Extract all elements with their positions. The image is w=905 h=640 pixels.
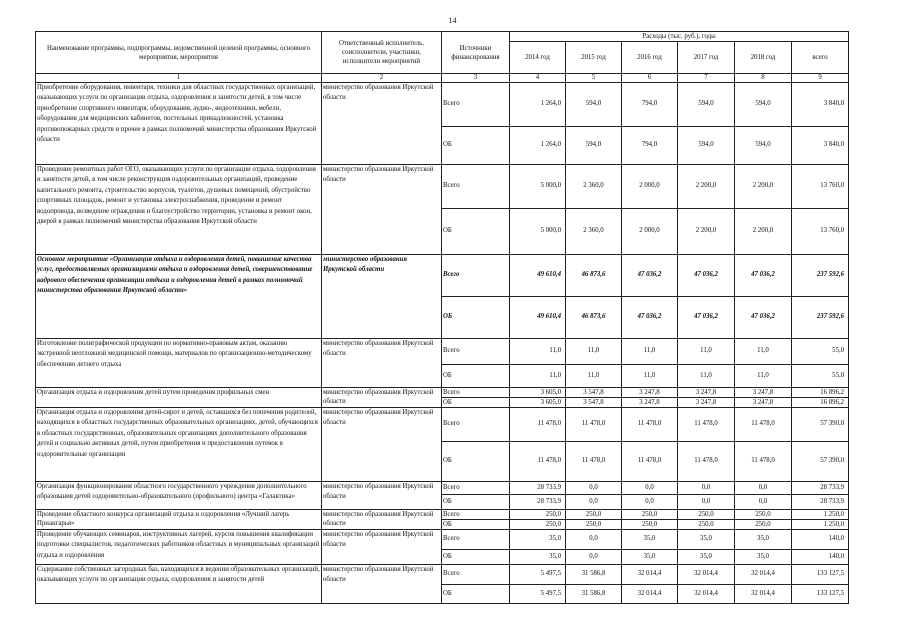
expense-value: 47 036,2 — [678, 297, 735, 339]
responsible-executor: министерство образования Иркутской области — [322, 388, 442, 408]
expense-value: 594,0 — [678, 83, 735, 127]
expense-value: 594,0 — [735, 83, 792, 127]
expense-value: 11,0 — [678, 365, 735, 388]
expense-value: 28 733,9 — [792, 495, 849, 510]
expense-value: 3 840,0 — [792, 127, 849, 165]
expense-value: 0,0 — [566, 550, 622, 565]
expense-value: 0,0 — [735, 482, 792, 495]
funding-source: ОБ — [442, 442, 510, 482]
header-program: Наименование программы, подпрограммы, ведомственной целевой программы, основного мероприятия, мероприятия — [36, 32, 322, 74]
expense-value: 3 247,8 — [622, 398, 678, 408]
expense-value: 237 592,6 — [792, 297, 849, 339]
expense-value: 140,0 — [792, 550, 849, 565]
expense-value: 47 036,2 — [678, 255, 735, 297]
expense-value: 3 247,8 — [678, 388, 735, 398]
expense-value: 1 264,0 — [510, 127, 566, 165]
table-body — [36, 83, 849, 604]
funding-source: ОБ — [442, 520, 510, 530]
expense-value: 250,0 — [510, 520, 566, 530]
funding-source: Всего — [442, 339, 510, 365]
expense-value: 237 592,6 — [792, 255, 849, 297]
expense-value: 133 127,5 — [792, 565, 849, 585]
expense-value: 250,0 — [566, 520, 622, 530]
expense-value: 0,0 — [678, 495, 735, 510]
expense-value: 5 497,5 — [510, 585, 566, 604]
expense-value: 0,0 — [566, 495, 622, 510]
table-row — [36, 339, 849, 365]
expense-value: 3 605,0 — [510, 398, 566, 408]
expense-value: 2 200,0 — [678, 165, 735, 209]
expense-value: 47 036,2 — [735, 255, 792, 297]
column-number: 1 — [36, 74, 322, 83]
column-number: 4 — [510, 74, 566, 83]
expense-value: 11,0 — [566, 339, 622, 365]
expense-value: 32 014,4 — [678, 585, 735, 604]
program-description: Проведение ремонтных работ ОГО, оказывающих услуги по организации отдыха, оздоровления и занятости детей, в том числе реконструкция оздоровительных организаций, проведение капитального ремонта, строительство корпусов, туалетов, душевых помещений, обустройство спортивных площадок, ремонт и установка электроснабжения, проведение и ремонт водопровода, возведение ограждения и благоустройство территории, установка и ремонт окон, дверей в рамках полномочий министерства образования Иркутской области — [36, 165, 322, 255]
expense-value: 11 478,0 — [735, 408, 792, 442]
expense-value: 32 014,4 — [622, 585, 678, 604]
responsible-executor: министерство образования Иркутской области — [322, 83, 442, 165]
funding-source: Всего — [442, 565, 510, 585]
column-number: 3 — [442, 74, 510, 83]
header-source: Источники финансирования — [442, 32, 510, 74]
table-row — [36, 482, 849, 495]
program-description: Организация отдыха и оздоровления детей путем проведения профильных смен — [36, 388, 322, 408]
expense-value: 3 247,8 — [735, 398, 792, 408]
expense-value: 11,0 — [566, 365, 622, 388]
expense-value: 11 478,0 — [622, 408, 678, 442]
funding-source: Всего — [442, 165, 510, 209]
expense-value: 11 478,0 — [566, 442, 622, 482]
expense-value: 35,0 — [622, 550, 678, 565]
expense-value: 2 360,0 — [566, 165, 622, 209]
expense-value: 1 250,0 — [792, 520, 849, 530]
expense-value: 250,0 — [622, 520, 678, 530]
expense-value: 11,0 — [735, 365, 792, 388]
expense-value: 0,0 — [622, 495, 678, 510]
expense-value: 2 000,0 — [622, 209, 678, 255]
expense-value: 47 036,2 — [622, 297, 678, 339]
expense-value: 3 547,8 — [566, 388, 622, 398]
expense-value: 11,0 — [622, 339, 678, 365]
table-row — [36, 510, 849, 520]
expense-value: 2 200,0 — [678, 209, 735, 255]
expense-value: 594,0 — [735, 127, 792, 165]
expense-value: 32 014,4 — [622, 565, 678, 585]
header-expenses: Расходы (тыс. руб.), годы — [510, 32, 849, 42]
expense-value: 13 760,0 — [792, 165, 849, 209]
responsible-executor: министерство образования Иркутской области — [322, 530, 442, 565]
expense-value: 28 733,9 — [510, 482, 566, 495]
funding-source: Всего — [442, 510, 510, 520]
funding-source: Всего — [442, 482, 510, 495]
expense-value: 32 014,4 — [735, 565, 792, 585]
expense-value: 11 478,0 — [678, 408, 735, 442]
program-description: Основное мероприятие «Организация отдыха и оздоровления детей, повышение качества услуг, предоставляемых организациями отдыха и оздоровления детей, совершенствование кадрового обеспечения организации отдыха и оздоровления детей в рамках полномочий министерства образования Иркутской области» — [36, 255, 322, 339]
table-row — [36, 165, 849, 209]
expense-value: 594,0 — [678, 127, 735, 165]
expense-value: 594,0 — [566, 127, 622, 165]
expense-value: 250,0 — [678, 520, 735, 530]
expense-value: 49 610,4 — [510, 255, 566, 297]
expense-value: 28 733,9 — [792, 482, 849, 495]
expense-value: 46 873,6 — [566, 297, 622, 339]
expense-value: 57 390,0 — [792, 442, 849, 482]
expense-value: 0,0 — [566, 482, 622, 495]
expense-value: 16 896,2 — [792, 388, 849, 398]
funding-source: Всего — [442, 255, 510, 297]
funding-source: Всего — [442, 83, 510, 127]
expense-value: 47 036,2 — [735, 297, 792, 339]
column-number: 8 — [735, 74, 792, 83]
funding-source: ОБ — [442, 495, 510, 510]
expense-value: 55,0 — [792, 339, 849, 365]
column-number: 7 — [678, 74, 735, 83]
expense-value: 250,0 — [622, 510, 678, 520]
expense-value: 31 586,8 — [566, 585, 622, 604]
expense-value: 57 390,0 — [792, 408, 849, 442]
expense-value: 49 610,4 — [510, 297, 566, 339]
expense-value: 11,0 — [622, 365, 678, 388]
header-year: 2014 год — [510, 42, 566, 74]
expense-value: 32 014,4 — [678, 565, 735, 585]
funding-source: Всего — [442, 530, 510, 550]
funding-source: ОБ — [442, 209, 510, 255]
expense-value: 31 586,8 — [566, 565, 622, 585]
funding-source: ОБ — [442, 297, 510, 339]
expense-value: 35,0 — [735, 530, 792, 550]
column-number: 9 — [792, 74, 849, 83]
table-row — [36, 388, 849, 398]
table-row — [36, 408, 849, 442]
expense-value: 0,0 — [566, 530, 622, 550]
expense-value: 5 000,0 — [510, 165, 566, 209]
program-description: Организация функционирования областного государственного учреждения дополнительного образования детей оздоровительно-образовательного (профильного) центра «Галактика» — [36, 482, 322, 510]
header-responsible: Ответственный исполнитель, соисполнители, участники, исполнители мероприятий — [322, 32, 442, 74]
program-description: Проведение обучающих семинаров, инструктивных лагерей, курсов повышения квалификации подготовки специалистов, педагогических работников областных и муниципальных организаций отдыха и оздоровления — [36, 530, 322, 565]
responsible-executor: министерство образования Иркутской области — [322, 510, 442, 530]
expense-value: 794,0 — [622, 83, 678, 127]
expense-value: 47 036,2 — [622, 255, 678, 297]
expense-value: 35,0 — [510, 530, 566, 550]
expense-value: 3 840,0 — [792, 83, 849, 127]
expense-value: 2 200,0 — [735, 209, 792, 255]
expense-value: 3 247,8 — [678, 398, 735, 408]
expense-value: 250,0 — [566, 510, 622, 520]
expense-value: 2 360,0 — [566, 209, 622, 255]
expense-value: 11,0 — [510, 339, 566, 365]
expense-value: 5 000,0 — [510, 209, 566, 255]
expense-value: 11 478,0 — [622, 442, 678, 482]
expense-value: 0,0 — [622, 482, 678, 495]
expense-value: 3 547,8 — [566, 398, 622, 408]
responsible-executor: министерство образования Иркутской области — [322, 339, 442, 388]
header-year: 2018 год — [735, 42, 792, 74]
responsible-executor: министерство образования Иркутской области — [322, 565, 442, 604]
funding-source: ОБ — [442, 550, 510, 565]
expense-value: 32 014,4 — [735, 585, 792, 604]
expense-value: 5 497,5 — [510, 565, 566, 585]
expense-value: 35,0 — [622, 530, 678, 550]
expense-value: 250,0 — [735, 510, 792, 520]
column-number: 6 — [622, 74, 678, 83]
expense-value: 11 478,0 — [678, 442, 735, 482]
expense-value: 3 605,0 — [510, 388, 566, 398]
expense-value: 11 478,0 — [566, 408, 622, 442]
expense-value: 3 247,8 — [735, 388, 792, 398]
expense-value: 133 127,5 — [792, 585, 849, 604]
expense-value: 2 200,0 — [735, 165, 792, 209]
responsible-executor: министерство образования Иркутской области — [322, 255, 442, 339]
header-year: 2016 год — [622, 42, 678, 74]
funding-source: Всего — [442, 388, 510, 398]
expense-value: 46 873,6 — [566, 255, 622, 297]
column-number: 2 — [322, 74, 442, 83]
expense-value: 140,0 — [792, 530, 849, 550]
funding-source: ОБ — [442, 365, 510, 388]
expense-value: 11,0 — [510, 365, 566, 388]
funding-source: Всего — [442, 408, 510, 442]
program-description: Изготовление полиграфической продукции по нормативно-правовым актам, оказанию экстренной неотложной медицинской помощи, материалов по организационно-методическому обеспечению летнего отдыха — [36, 339, 322, 388]
expense-value: 28 733,9 — [510, 495, 566, 510]
financing-table — [35, 31, 849, 604]
expense-value: 55,0 — [792, 365, 849, 388]
column-number: 5 — [566, 74, 622, 83]
expense-value: 35,0 — [678, 530, 735, 550]
responsible-executor: министерство образования Иркутской области — [322, 408, 442, 482]
expense-value: 35,0 — [510, 550, 566, 565]
table-row — [36, 83, 849, 127]
expense-value: 11,0 — [678, 339, 735, 365]
header-year: всего — [792, 42, 849, 74]
expense-value: 11 478,0 — [510, 408, 566, 442]
funding-source: ОБ — [442, 127, 510, 165]
program-description: Проведение областного конкурса организаций отдыха и оздоровления «Лучший лагерь Приангарья» — [36, 510, 322, 530]
expense-value: 3 247,8 — [622, 388, 678, 398]
responsible-executor: министерство образования Иркутской области — [322, 482, 442, 510]
expense-value: 1 250,0 — [792, 510, 849, 520]
expense-value: 11 478,0 — [510, 442, 566, 482]
table-row — [36, 530, 849, 550]
page-number: 14 — [448, 16, 457, 25]
table-row — [36, 255, 849, 297]
column-numbers-row — [36, 74, 849, 83]
expense-value: 16 896,2 — [792, 398, 849, 408]
program-description: Организация отдыха и оздоровления детей-сирот и детей, оставшихся без попечения родителей, находящихся в областных государственных образовательных организациях, детей, обучающихся в областных государственных, образовательных организациях дополнительного образования детей и социально активных детей, путем приобретения и предоставления путевок в оздоровительные организации — [36, 408, 322, 482]
table-row — [36, 565, 849, 585]
expense-value: 1 264,0 — [510, 83, 566, 127]
program-description: Приобретение оборудования, инвентаря, техники для областных государственных организаций, оказывающих услуги по организации отдыха, оздоровления и занятости детей, в том числе приобретение спортивного инвентаря, оборудования, аудио-, видеотехники, мебели, оборудования для медицинских кабинетов, постельных принадлежностей, установка противопожарных средств и прочее в рамках полномочий министерства образования Иркутской области — [36, 83, 322, 165]
expense-value: 11 478,0 — [735, 442, 792, 482]
expense-value: 35,0 — [678, 550, 735, 565]
expense-value: 0,0 — [678, 482, 735, 495]
expense-value: 0,0 — [735, 495, 792, 510]
responsible-executor: министерство образования Иркутской области — [322, 165, 442, 255]
expense-value: 250,0 — [735, 520, 792, 530]
program-description: Содержание собственных загородных баз, находящихся в ведении образовательных организаций, оказывающих услуги по организации отдыха, оздоровления и занятости детей — [36, 565, 322, 604]
expense-value: 35,0 — [735, 550, 792, 565]
funding-source: ОБ — [442, 398, 510, 408]
expense-value: 11,0 — [735, 339, 792, 365]
expense-value: 594,0 — [566, 83, 622, 127]
header-year: 2015 год — [566, 42, 622, 74]
header-year: 2017 год — [678, 42, 735, 74]
expense-value: 2 000,0 — [622, 165, 678, 209]
expense-value: 250,0 — [678, 510, 735, 520]
expense-value: 794,0 — [622, 127, 678, 165]
funding-source: ОБ — [442, 585, 510, 604]
expense-value: 250,0 — [510, 510, 566, 520]
expense-value: 13 760,0 — [792, 209, 849, 255]
